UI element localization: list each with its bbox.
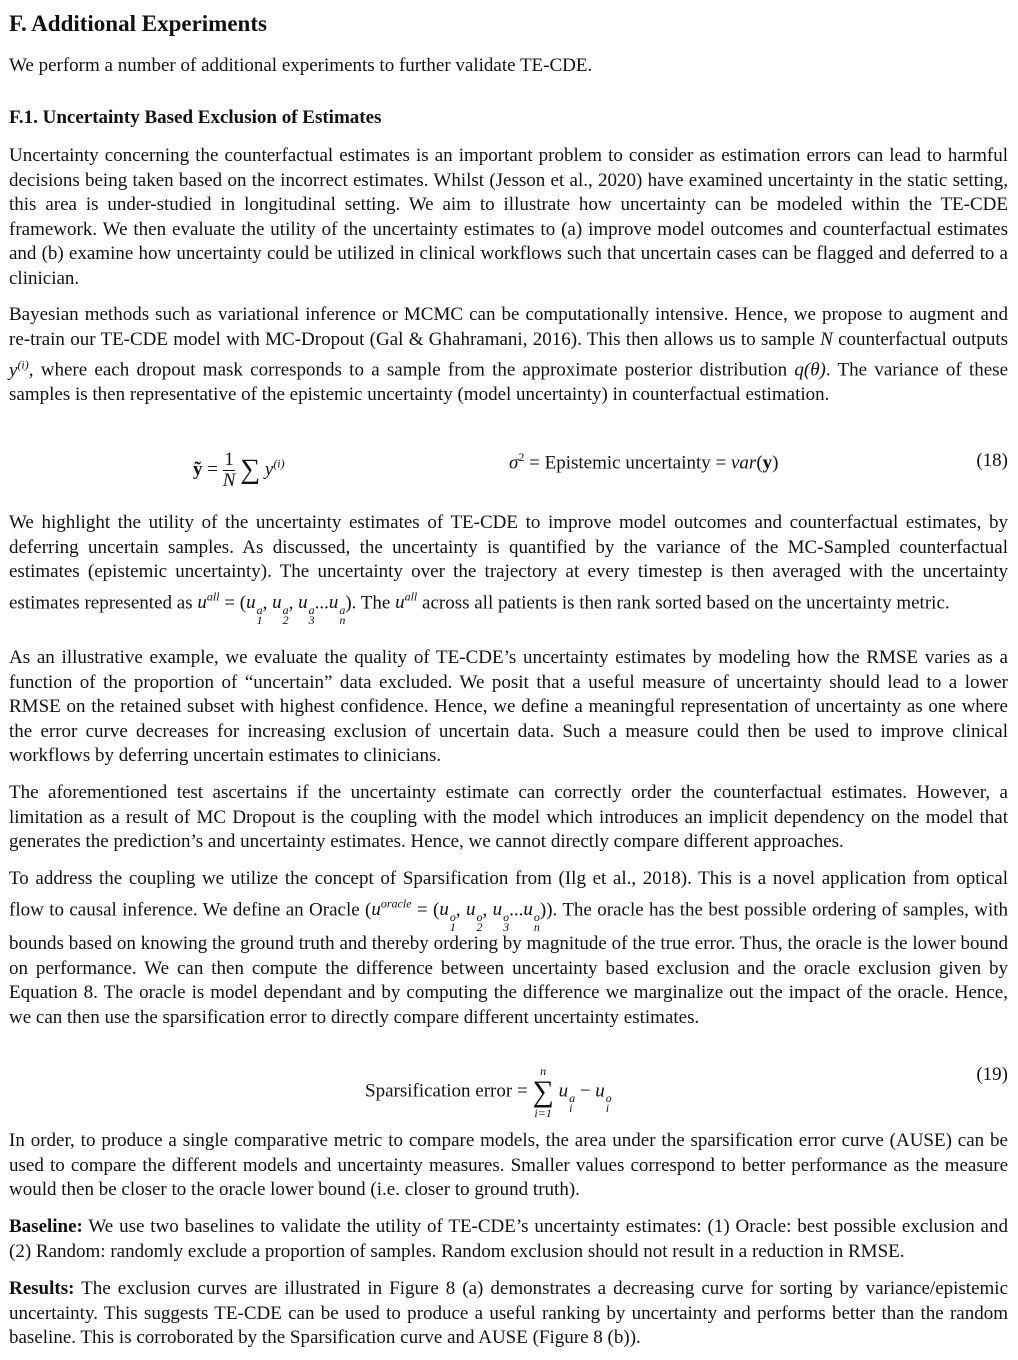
math-base: u (246, 592, 256, 614)
sup: a (569, 1091, 576, 1106)
math-sup: a (339, 603, 346, 618)
inline-math (371, 896, 412, 920)
math-base: q(θ) (794, 359, 826, 381)
text-run: ). The (345, 592, 396, 614)
paper-page (9, 0, 1009, 1349)
math-base: y (9, 359, 18, 381)
text-run: To address the coupling we utilize the concept of Sparsification from (Ilg et al., 2018). This is a novel application from optical flow to causal inference. We define an Oracle ( (9, 868, 1008, 920)
math-sup: o (503, 909, 510, 924)
math-sup: a (282, 603, 289, 618)
equation-18 (9, 438, 1008, 491)
sub: i (569, 1101, 573, 1116)
text-run: We use two baselines to validate the utility of TE-CDE’s uncertainty estimates: (1) Oracle: best possible exclusion and (2) Random: randomly exclude a proportion of samples. Random exclusion should not result in a reduction in RMSE. (9, 1216, 1008, 1262)
text-run: Bayesian methods such as variational inference or MCMC can be computationally intensive. Hence, we propose to augment and re-train our TE-CDE model with MC-Dropout (Gal & Ghahramani, 2016). This then allows us to sample (9, 304, 1008, 350)
math-sup: o (449, 909, 456, 924)
inline-math (298, 592, 315, 628)
math-sup: all (404, 589, 418, 604)
math-base: u (523, 898, 533, 920)
minus: − (579, 1080, 591, 1102)
equation-19 (9, 1042, 1008, 1120)
math-sup: (i) (17, 357, 29, 372)
eq-arg: y (762, 452, 773, 474)
text-run: across all patients is then rank sorted based on the uncertainty metric. (417, 592, 950, 614)
inline-math (492, 898, 510, 934)
text-run: We perform a number of additional experiments to further validate TE-CDE. (9, 55, 593, 76)
intro-paragraph (9, 54, 1008, 79)
math-sup: a (256, 603, 263, 618)
inline-math (523, 898, 540, 934)
eq-mid-text: = Epistemic uncertainty = (529, 452, 727, 474)
eq-label: Sparsification error = (365, 1080, 528, 1102)
math-base: u (439, 898, 449, 920)
inline-math (794, 360, 826, 381)
math-base: u (492, 898, 503, 920)
math-base: u (466, 898, 476, 920)
math-sub: 1 (256, 613, 263, 628)
text-run: , (288, 592, 299, 614)
equation-number: (18) (976, 450, 1008, 471)
text-run: , (482, 898, 493, 920)
inline-math (197, 589, 220, 614)
math-sup: o (533, 909, 540, 924)
text-run: In order, to produce a single comparative metric to compare models, the area under the sparsification error curve (AUSE) can be used to compare the different models and uncertainty measures. Smaller values correspond to better performance as the measure would then be closer to the oracle lower bound (i.e. closer to ground truth). (9, 1130, 1008, 1201)
text-run: = ( (411, 898, 440, 920)
math-base: u (395, 592, 405, 614)
text-run: . The variance of these samples is then representative of the epistemic uncertainty (model uncertainty) in counterfactual estimation. (9, 359, 1008, 406)
text-run: , (262, 592, 273, 614)
math-sub: n (339, 613, 346, 628)
paragraph-illustrative (9, 646, 1008, 769)
math-sup: all (206, 589, 220, 604)
math-base: u (298, 592, 308, 614)
sub: i (605, 1101, 610, 1116)
inline-math (328, 592, 346, 628)
sum-lower: i=1 (534, 1106, 552, 1120)
eq-sign: = (207, 458, 218, 480)
inline-math (9, 357, 29, 381)
math-sub: 2 (282, 613, 289, 628)
eq-y-sup: (i) (273, 456, 285, 471)
paragraph-ause (9, 1129, 1008, 1203)
eq-denominator: N (222, 470, 236, 491)
math-base: N (820, 328, 833, 350)
inline-math (395, 589, 418, 614)
eq-numerator: 1 (224, 449, 234, 470)
eq-sigma-sup: 2 (518, 450, 525, 464)
math-sub: 3 (308, 613, 315, 628)
text-run: ... (509, 898, 524, 920)
paragraph-bayesian (9, 303, 1008, 408)
equation-number: (19) (976, 1064, 1008, 1085)
paragraph-coupling (9, 867, 1008, 1030)
text-run: )). The oracle has the best possible ordering of samples, with bounds based on knowing the ground truth and thereby ordering by magnitude of the true error. Thus, the oracle is the lower bound on performance. We can then compute the difference between uncertainty based exclusion and the oracle exclusion given by Equation 8. The oracle is model dependant and by computing the difference we marginalize out the impact of the oracle. Hence, we can then use the sparsification error to directly compare different uncertainty estimates. (9, 898, 1009, 1028)
section-title: F. Additional Experiments (9, 11, 267, 36)
bold-label: Baseline: (9, 1216, 83, 1237)
math-sup: oracle (380, 896, 412, 911)
math-sub: n (533, 919, 540, 934)
text-run: Uncertainty concerning the counterfactual estimates is an important problem to consider as estimation errors can lead to harmful decisions being taken based on the incorrect estimates. Whilst (Jesson et al., 2020) have examined uncertainty in the static setting, this area is under-studied in longitudinal setting. We aim to illustrate how uncertainty can be modeled within the TE-CDE framework. We then evaluate the utility of the uncertainty estimates to (a) improve model outcomes and counterfactual estimates and (b) examine how uncertainty could be utilized in clinical workflows such that uncertain cases can be flagged and deferred to a clinician. (9, 145, 1008, 289)
math-sup: o (476, 909, 483, 924)
inline-math (272, 592, 289, 628)
eq-u-o: u (595, 1080, 605, 1102)
inline-math (246, 592, 263, 628)
paragraph-highlight (9, 511, 1008, 628)
math-base: u (197, 592, 207, 614)
sup: o (605, 1091, 612, 1106)
paragraph-uncertainty-intro (9, 144, 1008, 292)
eq-u-a: u (558, 1080, 569, 1102)
inline-math (439, 898, 456, 934)
eq-y: y (264, 458, 274, 480)
inline-math (820, 329, 833, 350)
paragraph-results (9, 1277, 1008, 1351)
text-run: , (455, 898, 466, 920)
eq-sigma: σ (509, 452, 519, 474)
sum-symbol: ∑ (240, 453, 261, 485)
text-run: As an illustrative example, we evaluate the quality of TE-CDE’s uncertainty estimates by modeling how the RMSE varies as a function of the proportion of “uncertain” data excluded. We posit that a useful measure of uncertainty should lead to a lower RMSE on the retained subset with highest confidence. Hence, we define a meaningful representation of uncertainty as one where the error curve decreases for increasing exclusion of uncertain data. Such a measure could then be used to improve clinical workflows by deferring uncertain estimates to clinicians. (9, 647, 1008, 767)
math-base: u (371, 898, 381, 920)
paragraph-aforementioned (9, 781, 1008, 855)
inline-math (466, 898, 483, 934)
math-base: u (272, 592, 282, 614)
math-sub: 1 (449, 919, 456, 934)
paren: ( (756, 452, 763, 474)
paragraph-baseline (9, 1215, 1008, 1264)
text-run: The exclusion curves are illustrated in Figure 8 (a) demonstrates a decreasing curve for sorting by variance/epistemic uncertainty. This suggests TE-CDE can be used to produce a useful ranking by uncertainty and performs better than the random baseline. This is corroborated by the Sparsification curve and AUSE (Figure 8 (b)). (9, 1278, 1008, 1349)
text-run: , where each dropout mask corresponds to a sample from the approximate posterior distribution (28, 359, 795, 381)
text-run: We highlight the utility of the uncertainty estimates of TE-CDE to improve model outcomes and counterfactual estimates, by deferring uncertain samples. As discussed, the uncertainty is quantified by the variance of the MC-Sampled counterfactual estimates (epistemic uncertainty). The uncertainty over the trajectory at every timestep is then averaged with the uncertainty estimates represented as (9, 512, 1008, 614)
text-run: ... (314, 592, 329, 614)
text-run: counterfactual outputs (832, 328, 1009, 350)
math-base: u (328, 592, 339, 614)
bold-label: Results: (9, 1278, 75, 1299)
sum-upper: n (540, 1064, 547, 1078)
math-sub: 2 (476, 919, 483, 934)
math-sup: a (308, 603, 315, 618)
eq-var: var (731, 452, 757, 474)
paren: ) (772, 452, 779, 474)
subsection-title: F.1. Uncertainty Based Exclusion of Estimates (9, 107, 382, 128)
eq-lhs: ỹ (193, 458, 203, 480)
text-run: The aforementioned test ascertains if the uncertainty estimate can correctly order the counterfactual estimates. However, a limitation as a result of MC Dropout is the coupling with the model which introduces an implicit dependency on the model that generates the prediction’s and uncertainty estimates. Hence, we cannot directly compare different approaches. (9, 782, 1008, 853)
math-sub: 3 (503, 919, 510, 934)
sum-symbol: ∑ (532, 1075, 554, 1108)
text-run: = ( (219, 592, 247, 614)
